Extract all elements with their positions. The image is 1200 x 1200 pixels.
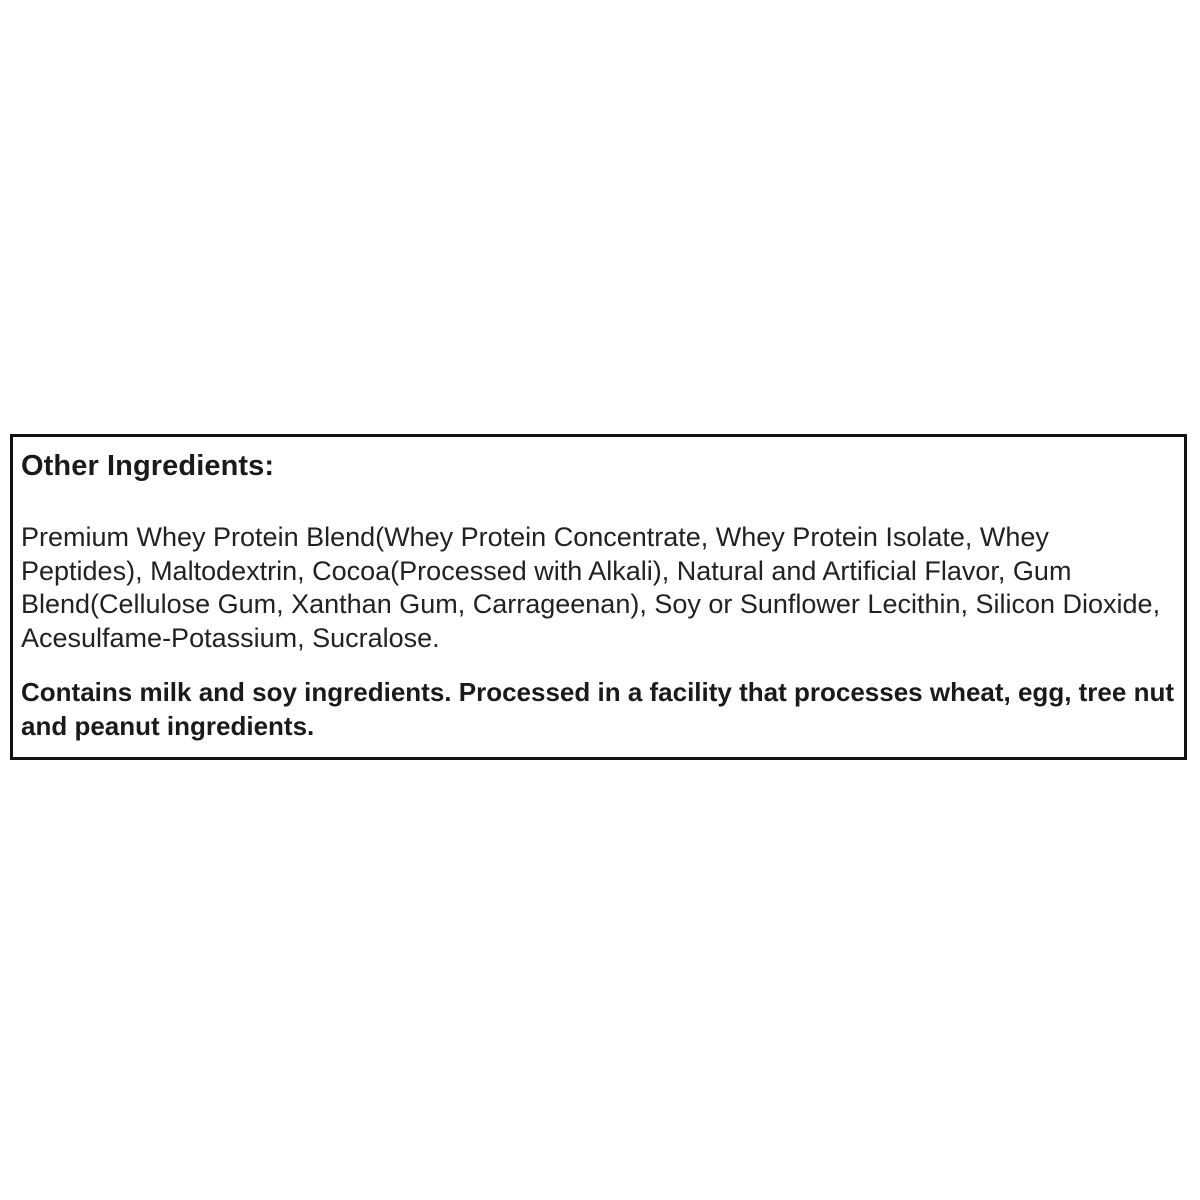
label-title: Other Ingredients: — [21, 450, 275, 482]
ingredients-label-box — [10, 434, 1187, 760]
allergen-statement: Contains milk and soy ingredients. Processed in a facility that processes wheat, egg, tree nut and peanut ingredients. — [21, 677, 1174, 741]
ingredients-list: Premium Whey Protein Blend(Whey Protein Concentrate, Whey Protein Isolate, Whey Peptides), Maltodextrin, Cocoa(Processed with Alkali), Natural and Artificial Flavor, Gum Blend(Cellulose Gum, Xanthan Gum, Carrageenan), Soy or Sunflower Lecithin, Silicon Dioxide, Acesulfame-Potassium, Sucralose. — [21, 522, 1161, 653]
